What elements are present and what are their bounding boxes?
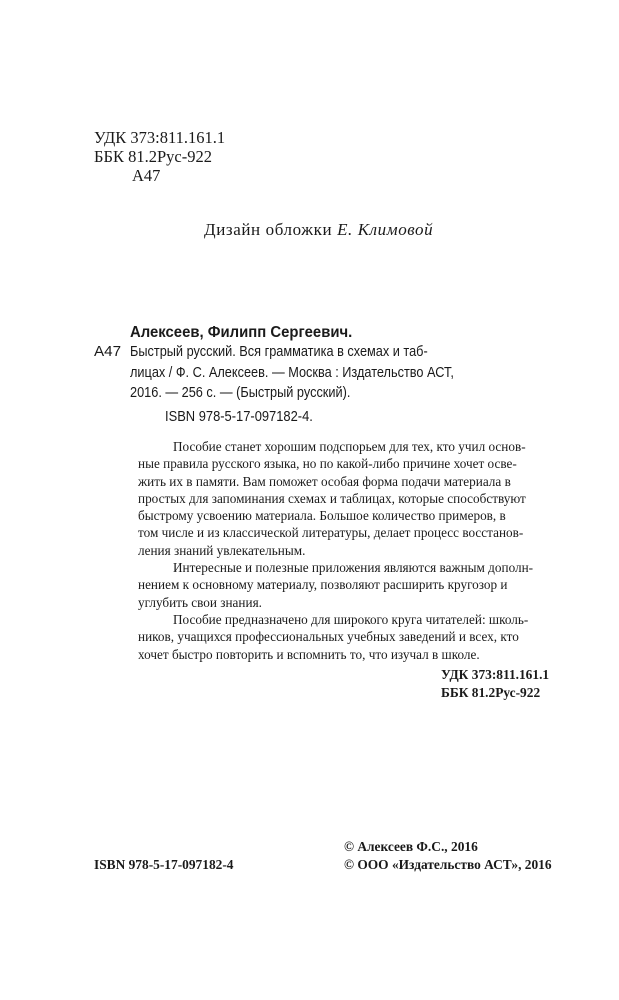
annotation-line: углубить свои знания. — [138, 594, 262, 610]
annotation-paragraph-2 — [138, 559, 533, 611]
copyright-publisher: © ООО «Издательство АСТ», 2016 — [344, 857, 552, 872]
card-description — [130, 342, 454, 404]
annotation-line: быстрому усвоению материала. Большое количество примеров, в — [138, 508, 506, 524]
annotation-line: Интересные и полезные приложения являются важным дополн- — [172, 560, 534, 576]
annotation-line: ников, учащихся профессиональных учебных заведений и всех, кто — [138, 629, 519, 645]
footer-isbn: ISBN 978-5-17-097182-4 — [94, 857, 234, 872]
annotation-line: простых для запоминания схемах и таблицах, которые способствуют — [138, 490, 526, 506]
classification-block-top — [94, 128, 225, 185]
author-mark: А47 — [132, 166, 161, 185]
annotation-line: Пособие предназначено для широкого круга читателей: школь- — [172, 611, 529, 627]
udk-code-bottom: УДК 373:811.161.1 — [441, 667, 550, 682]
annotation-line: жить их в памяти. Вам поможет особая форма подачи материала в — [138, 473, 511, 489]
card-description-line: Быстрый русский. Вся грамматика в схемах и таб- — [130, 343, 428, 360]
udk-code: УДК 373:811.161.1 — [94, 128, 226, 147]
card-description-line: лицах / Ф. С. Алексеев. — Москва : Издательство АСТ, — [130, 363, 454, 381]
annotation-line: том числе и из классической литературы, делает процесс восстанов- — [138, 525, 524, 541]
card-author-mark: А47 — [94, 343, 122, 360]
cover-designer-name: Е. Климовой — [337, 220, 434, 239]
classification-block-bottom — [441, 666, 549, 701]
bbk-code: ББК 81.2Рус-922 — [94, 147, 212, 166]
bbk-code-bottom: ББК 81.2Рус-922 — [441, 684, 541, 700]
annotation-line: ные правила русского языка, но по какой-либо причине хочет осве- — [138, 456, 517, 472]
cover-design-credit — [204, 220, 433, 240]
annotation-line: ления знаний увлекательным. — [138, 542, 306, 558]
annotation-line: хочет быстро повторить и вспомнить то, что изучал в школе. — [138, 646, 480, 662]
card-isbn: ISBN 978-5-17-097182-4. — [165, 408, 313, 425]
annotation-paragraph-3 — [138, 611, 533, 663]
annotation — [138, 438, 533, 663]
annotation-paragraph-1 — [138, 438, 533, 559]
card-description-line: 2016. — 256 с. — (Быстрый русский). — [130, 384, 351, 401]
copyright-author: © Алексеев Ф.С., 2016 — [344, 839, 478, 854]
cover-design-prefix: Дизайн обложки — [204, 220, 333, 239]
annotation-line: Пособие станет хорошим подспорьем для тех, кто учил основ- — [172, 439, 526, 454]
card-author: Алексеев, Филипп Сергеевич. — [130, 324, 353, 341]
annotation-line: нением к основному материалу, позволяют расширить кругозор и — [138, 577, 508, 593]
